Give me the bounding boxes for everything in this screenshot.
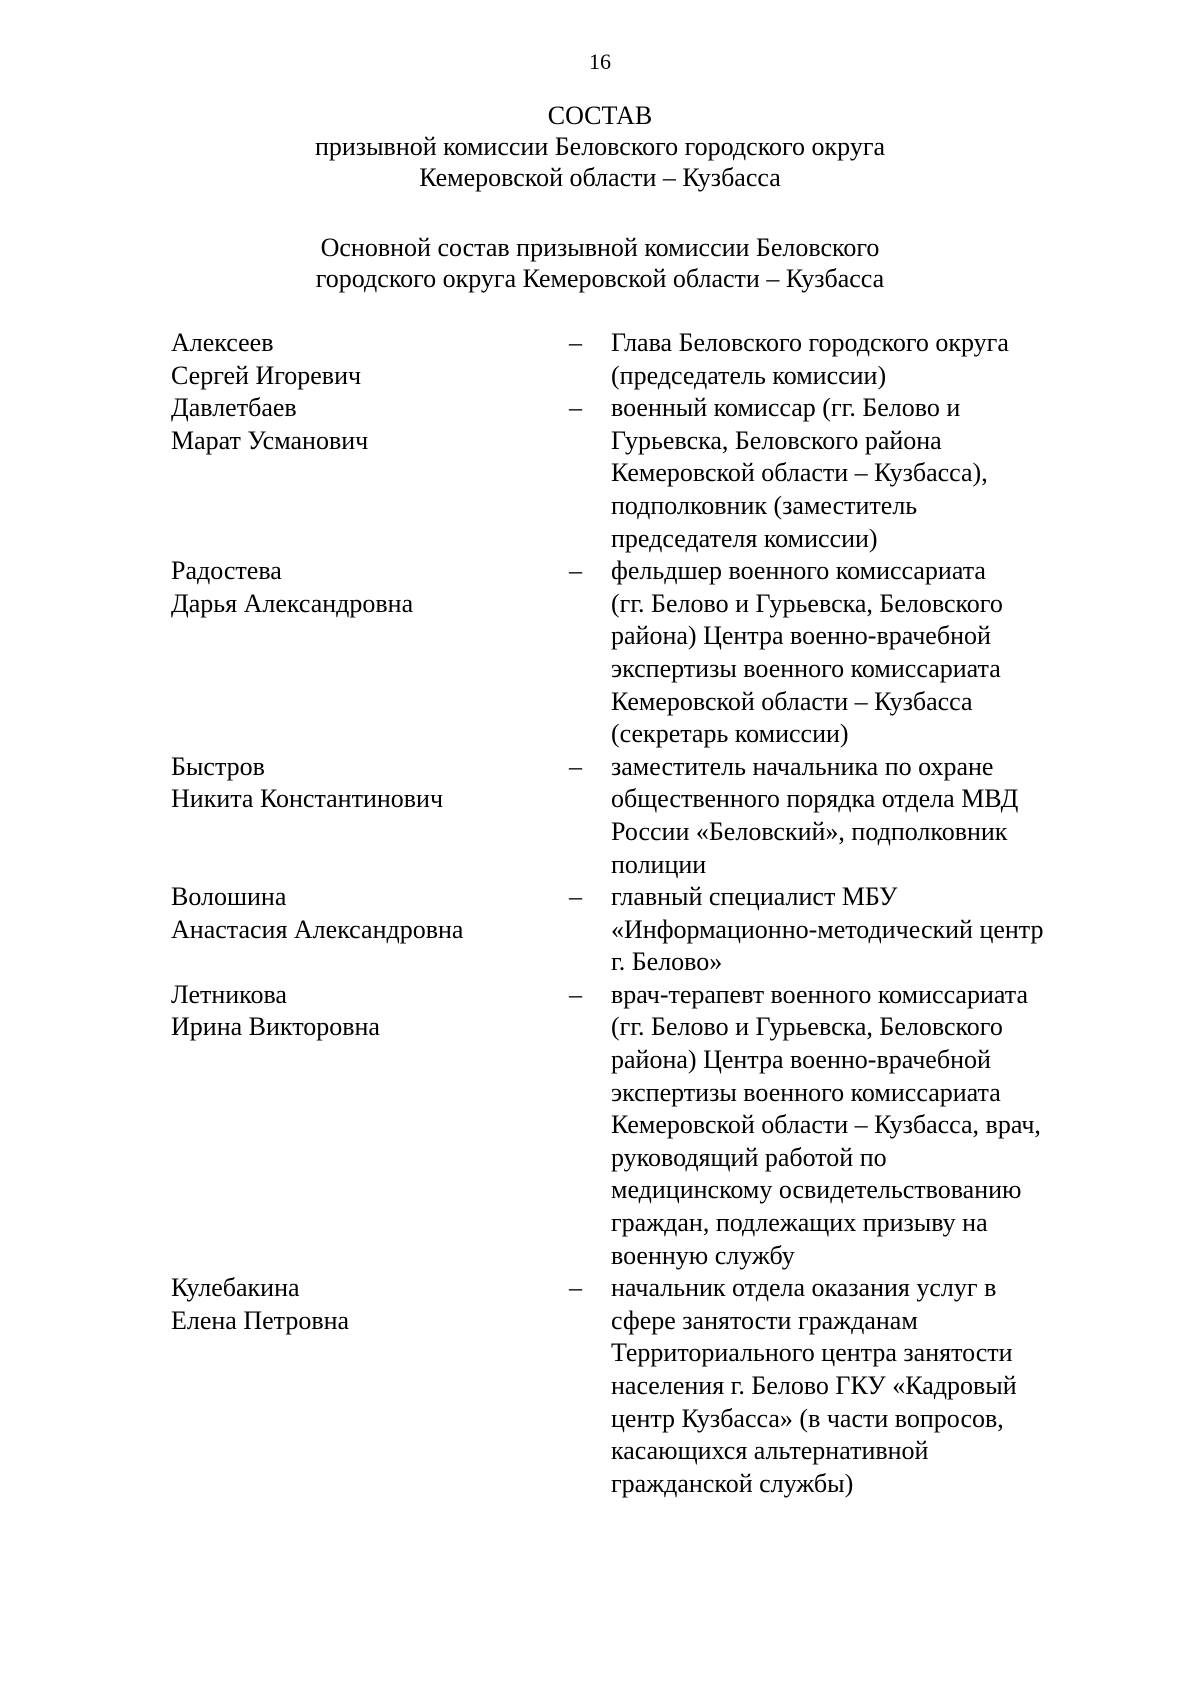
member-role-line: медицинскому освидетельствованию <box>611 1175 1022 1205</box>
member-role <box>611 881 1091 979</box>
member-dash: – <box>569 328 582 357</box>
member-role-line: граждан, подлежащих призыву на <box>611 1208 988 1238</box>
member-given-names: Ирина Викторовна <box>171 1012 380 1042</box>
member-given-names: Сергей Игоревич <box>171 360 362 390</box>
member-role-line: населения г. Белово ГКУ «Кадровый <box>611 1371 1017 1400</box>
member-role-line: экспертизы военного комиссариата <box>611 653 1001 683</box>
member-surname: Радостева <box>171 556 282 586</box>
member-role <box>611 327 1091 392</box>
member-role-line: общественного порядка отдела МВД <box>611 784 1019 814</box>
member-role-line: председателя комиссии) <box>611 523 878 553</box>
member-role-line: России «Беловский», подполковник <box>611 816 1008 846</box>
member-role <box>611 751 1091 881</box>
member-given-names: Дарья Александровна <box>171 588 414 618</box>
member-role-line: (секретарь комиссии) <box>611 719 849 749</box>
member-dash: – <box>569 556 582 586</box>
title-line: Кемеровской области – Кузбасса <box>419 163 781 192</box>
member-role-line: касающихся альтернативной <box>611 1436 929 1466</box>
member-given-names: Анастасия Александровна <box>171 914 464 944</box>
member-role-line: (гг. Белово и Гурьевска, Беловского <box>611 1012 1003 1042</box>
member-name <box>171 751 569 881</box>
member-role-line: района) Центра военно-врачебной <box>611 1045 991 1075</box>
member-dash: – <box>569 882 582 912</box>
member-role-line: главный специалист МБУ <box>611 882 898 912</box>
member-surname: Давлетбаев <box>171 393 297 423</box>
member-row <box>171 979 1091 1272</box>
member-name <box>171 555 569 751</box>
member-role-line: г. Белово» <box>611 947 723 977</box>
member-dash: – <box>569 393 582 423</box>
member-role-line: Кемеровской области – Кузбасса, врач, <box>611 1110 1041 1140</box>
member-row <box>171 881 1091 979</box>
page-number: 16 <box>589 49 611 74</box>
member-row <box>171 392 1091 555</box>
member-name <box>171 1272 569 1500</box>
member-given-names: Марат Усманович <box>171 425 369 455</box>
member-name <box>171 979 569 1272</box>
section-heading-line: Основной состав призывной комиссии Беловского <box>320 233 880 262</box>
member-role <box>611 392 1091 555</box>
member-name <box>171 327 569 392</box>
member-role-line: подполковник (заместитель <box>611 490 918 520</box>
member-role-line: полиции <box>611 849 707 879</box>
member-role-line: Гурьевска, Беловского района <box>611 425 942 455</box>
member-role-line: Глава Беловского городского округа <box>611 328 1009 357</box>
member-role-line: района) Центра военно-врачебной <box>611 621 991 651</box>
member-role-line: фельдшер военного комиссариата <box>611 556 986 586</box>
members-list <box>171 327 1091 1500</box>
section-heading-line: городского округа Кемеровской области – Кузбасса <box>315 264 885 293</box>
member-role-line: начальник отдела оказания услуг в <box>611 1273 997 1303</box>
member-row <box>171 1272 1091 1500</box>
member-surname: Летникова <box>171 979 287 1009</box>
member-role-line: «Информационно-методический центр <box>611 914 1044 944</box>
member-role <box>611 555 1091 751</box>
member-role-line: Кемеровской области – Кузбасса <box>611 686 973 716</box>
member-dash: – <box>569 1273 582 1303</box>
member-role-line: Территориального центра занятости <box>611 1338 1013 1368</box>
member-row <box>171 751 1091 881</box>
member-row <box>171 555 1091 751</box>
member-role-line: заместитель начальника по охране <box>611 751 994 781</box>
member-role-line: Кемеровской области – Кузбасса), <box>611 458 988 488</box>
member-row <box>171 327 1091 392</box>
member-surname: Волошина <box>171 882 287 912</box>
title-line: СОСТАВ <box>547 101 653 130</box>
title-line: призывной комиссии Беловского городского округа <box>314 132 886 161</box>
member-role-line: врач-терапевт военного комиссариата <box>611 979 1028 1009</box>
member-role-line: военный комиссар (гг. Белово и <box>611 393 961 423</box>
member-role-line: центр Кузбасса» (в части вопросов, <box>611 1403 1004 1433</box>
member-surname: Быстров <box>171 751 265 781</box>
member-dash: – <box>569 979 582 1009</box>
member-dash: – <box>569 751 582 781</box>
member-name <box>171 881 569 979</box>
member-surname: Кулебакина <box>171 1273 300 1303</box>
member-given-names: Елена Петровна <box>171 1305 350 1335</box>
document-title <box>0 100 1200 193</box>
member-surname: Алексеев <box>171 328 274 357</box>
member-role-line: гражданской службы) <box>611 1468 854 1498</box>
member-role-line: экспертизы военного комиссариата <box>611 1077 1001 1107</box>
member-role-line: руководящий работой по <box>611 1142 887 1172</box>
member-role <box>611 1272 1091 1500</box>
member-given-names: Никита Константинович <box>171 784 444 814</box>
section-heading <box>0 232 1200 294</box>
member-role-line: сфере занятости гражданам <box>611 1305 918 1335</box>
member-name <box>171 392 569 555</box>
member-role <box>611 979 1091 1272</box>
member-role-line: (председатель комиссии) <box>611 360 887 390</box>
member-role-line: (гг. Белово и Гурьевска, Беловского <box>611 588 1003 618</box>
member-role-line: военную службу <box>611 1240 795 1270</box>
